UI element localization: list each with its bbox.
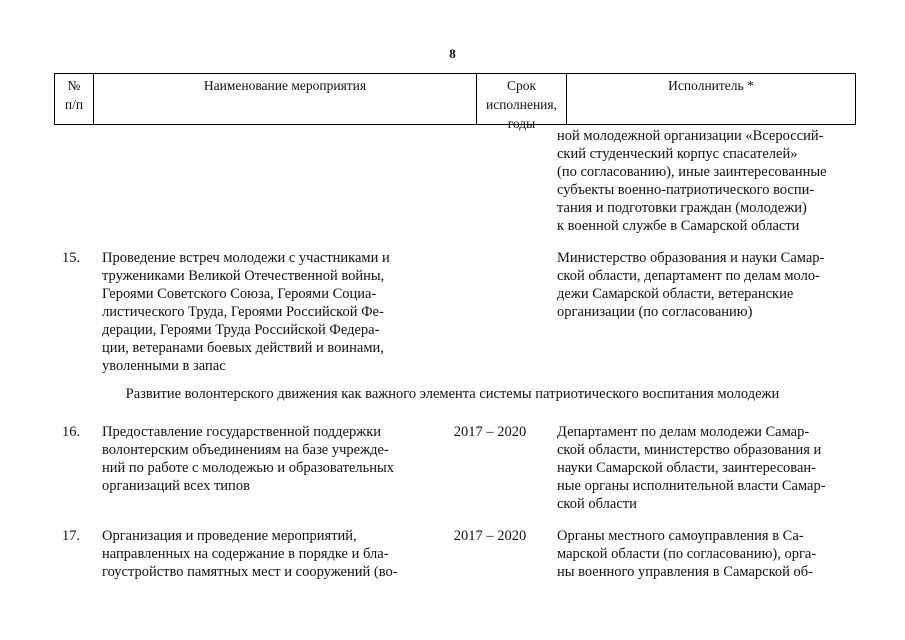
- row-executor: Министерство образования и науки Самар- ской области, департамент по делам моло- дежи Самарской области, ветеранские организации (по согласованию): [557, 250, 825, 320]
- table-header: [54, 73, 856, 131]
- row-term: 2017 – 2020: [453, 424, 527, 440]
- row-name: Предоставление государственной поддержки волонтерским объединениям на базе учрежде- ний по работе с молодежью и образовательных организаций всех типов: [102, 424, 395, 494]
- row-name: Организация и проведение мероприятий, направленных на содержание в порядке и бла- гоустройство памятных мест и сооружений (во-: [102, 528, 398, 580]
- header-term: Срок исполнения, годы: [477, 74, 567, 124]
- row-name: Проведение встреч молодежи с участниками и тружениками Великой Отечественной войны, Героями Советского Союза, Героями Социа- листического Труда, Героями Российской Фе- дерации, Героями Труда Российской Федера- ции, ветеранами боевых действий и воинами, уволенными в запас: [102, 250, 390, 374]
- row-term: 2017 – 2020: [453, 528, 527, 544]
- section-heading: Развитие волонтерского движения как важного элемента системы патриотического воспитания молодежи: [125, 386, 780, 402]
- page-number: 8: [449, 46, 456, 61]
- continued-executor: ной молодежной организации «Всероссий- ский студенческий корпус спасателей» (по согласованию), иные заинтересованные субъекты военно-патриотического воспи- тания и подготовки граждан (молодежи) к военной службе в Самарской области: [557, 128, 827, 234]
- header-num: № п/п: [55, 74, 94, 124]
- row-executor: Департамент по делам молодежи Самар- ской области, министерство образования и науки Самарской области, заинтересован- ные органы исполнительной власти Самар- ской области: [557, 424, 826, 512]
- row-number: 16.: [62, 424, 81, 440]
- row-number: 15.: [62, 250, 81, 266]
- row-executor: Органы местного самоуправления в Са- марской области (по согласованию), орга- ны военного управления в Самарской об-: [557, 528, 817, 580]
- header-executor: Исполнитель *: [668, 78, 754, 93]
- row-number: 17.: [62, 528, 81, 544]
- header-name: Наименование мероприятия: [94, 74, 477, 124]
